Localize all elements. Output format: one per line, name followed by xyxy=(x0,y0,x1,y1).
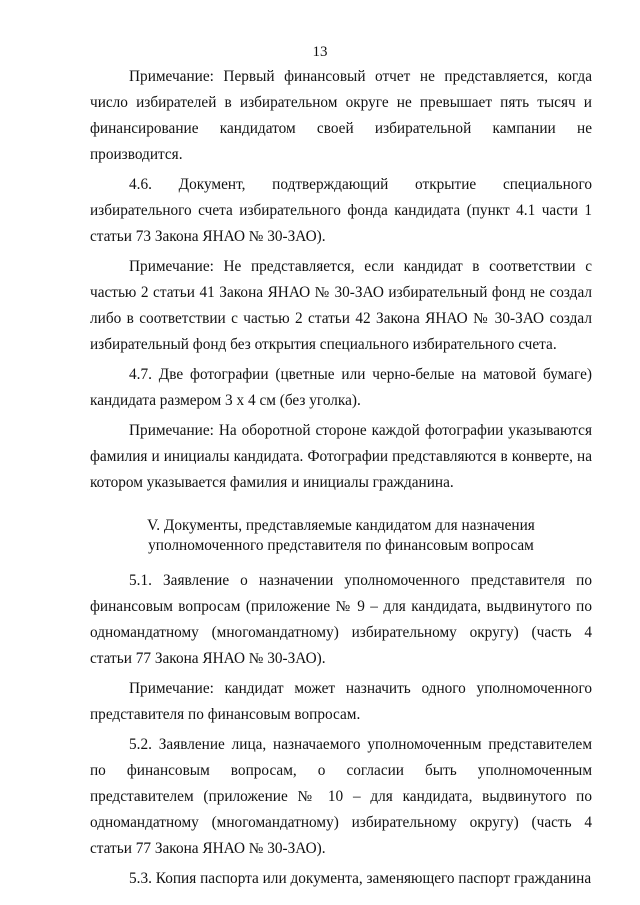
section-heading-line-1: V. Документы, представляемые кандидатом для назначения xyxy=(147,517,535,534)
document-body xyxy=(90,64,592,892)
note-first-financial-report: Примечание: Первый финансовый отчет не представляется, когда число избирателей в избирательном округе не превышает пять тысяч и финансирование кандидатом своей избирательной кампании не производится. xyxy=(90,68,592,163)
item-5-3: 5.3. Копия паспорта или документа, заменяющего паспорт гражданина xyxy=(129,870,592,887)
note-item-5-1: Примечание: кандидат может назначить одного уполномоченного представителя по финансовым вопросам. xyxy=(90,680,592,723)
note-item-4-6: Примечание: Не представляется, если кандидат в соответствии с частью 2 статьи 41 Закона ЯНАО № 30-ЗАО избирательный фонд не создал либо в соответствии с частью 2 статьи 42 Закона ЯНАО № 30-ЗАО создал избирательный фонд без открытия специального избирательного счета. xyxy=(90,258,592,353)
page-number: 13 xyxy=(312,44,328,60)
note-item-4-7: Примечание: На оборотной стороне каждой фотографии указываются фамилия и инициалы кандидата. Фотографии представляются в конверте, на котором указывается фамилия и инициалы гражданина. xyxy=(90,422,592,491)
section-heading-line-2: уполномоченного представителя по финансовым вопросам xyxy=(148,537,534,554)
item-5-1: 5.1. Заявление о назначении уполномоченного представителя по финансовым вопросам (приложение № 9 – для кандидата, выдвинутого по одномандатному (многомандатному) избирательному округу) (часть 4 статьи 77 Закона ЯНАО № 30-ЗАО). xyxy=(90,572,592,667)
item-5-2: 5.2. Заявление лица, назначаемого уполномоченным представителем по финансовым вопросам, о согласии быть уполномоченным представителем (приложение № 10 – для кандидата, выдвинутого по одномандатному (многомандатному) избирательному округу) (часть 4 статьи 77 Закона ЯНАО № 30-ЗАО). xyxy=(90,736,592,857)
item-4-7: 4.7. Две фотографии (цветные или черно-белые на матовой бумаге) кандидата размером 3 х 4 см (без уголка). xyxy=(90,366,592,409)
section-heading xyxy=(90,516,592,556)
item-4-6: 4.6. Документ, подтверждающий открытие специального избирательного счета избирательного фонда кандидата (пункт 4.1 части 1 статьи 73 Закона ЯНАО № 30-ЗАО). xyxy=(90,176,592,245)
